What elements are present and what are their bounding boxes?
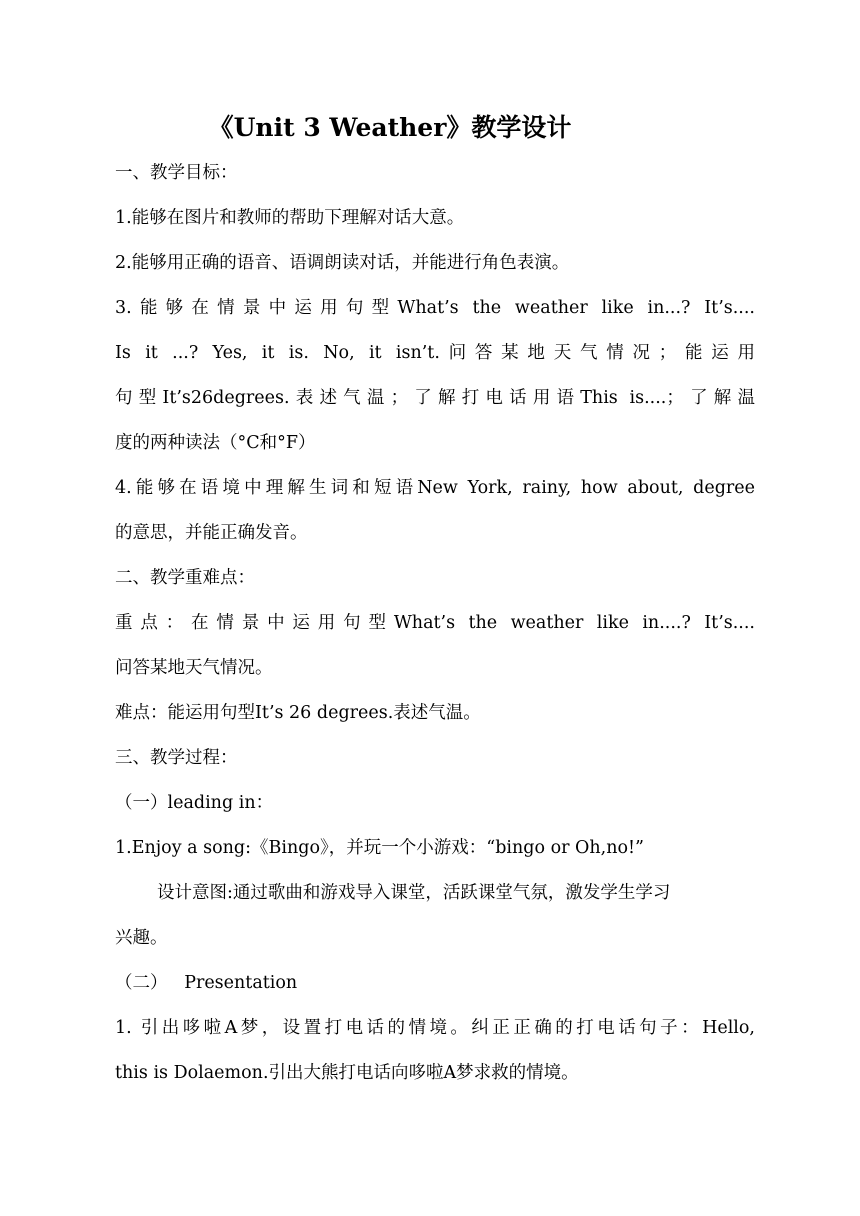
- subsection-heading-presentation: （二） Presentation: [115, 973, 298, 993]
- paragraph-line: 度的两种读法（°C和°F）: [115, 433, 316, 453]
- section-heading-objectives: 一、教学目标：: [115, 163, 238, 183]
- paragraph-line: 重点：在情景中运用句型What’s the weather like in....? It’s....: [115, 613, 755, 633]
- paragraph-line: Is it ...? Yes, it is. No, it isn’t.问答某地天气情况；能运用: [115, 343, 755, 363]
- paragraph-line: 难点：能运用句型It’s 26 degrees.表述气温。: [115, 703, 481, 723]
- document-title: 《Unit 3 Weather》教学设计: [208, 113, 572, 142]
- paragraph-line: 句型It’s26degrees.表述气温；了解打电话用语This is....；了解温: [115, 388, 755, 408]
- section-heading-key-points: 二、教学重难点：: [115, 568, 255, 588]
- paragraph-line: 3.能够在情景中运用句型What’s the weather like in...? It’s....: [115, 298, 755, 318]
- paragraph-line: 1.能够在图片和教师的帮助下理解对话大意。: [115, 208, 465, 228]
- paragraph-line: 问答某地天气情况。: [115, 658, 273, 678]
- paragraph-line: 2.能够用正确的语音、语调朗读对话，并能进行角色表演。: [115, 253, 570, 273]
- paragraph-line: 1. 引出哆啦A梦，设置打电话的情境。纠正正确的打电话句子：Hello,: [115, 1018, 755, 1038]
- paragraph-line: this is Dolaemon.引出大熊打电话向哆啦A梦求救的情境。: [115, 1063, 579, 1083]
- subsection-heading-leading-in: （一）leading in：: [115, 793, 274, 813]
- paragraph-line: 1.Enjoy a song:《Bingo》，并玩一个小游戏：“bingo or Oh,no!”: [115, 838, 644, 858]
- section-heading-process: 三、教学过程：: [115, 748, 238, 768]
- design-intent-line: 设计意图:通过歌曲和游戏导入课堂，活跃课堂气氛，激发学生学习: [157, 883, 671, 903]
- paragraph-line: 4.能够在语境中理解生词和短语New York, rainy, how about, degree: [115, 478, 755, 498]
- paragraph-line: 的意思，并能正确发音。: [115, 523, 308, 543]
- paragraph-line: 兴趣。: [115, 928, 168, 948]
